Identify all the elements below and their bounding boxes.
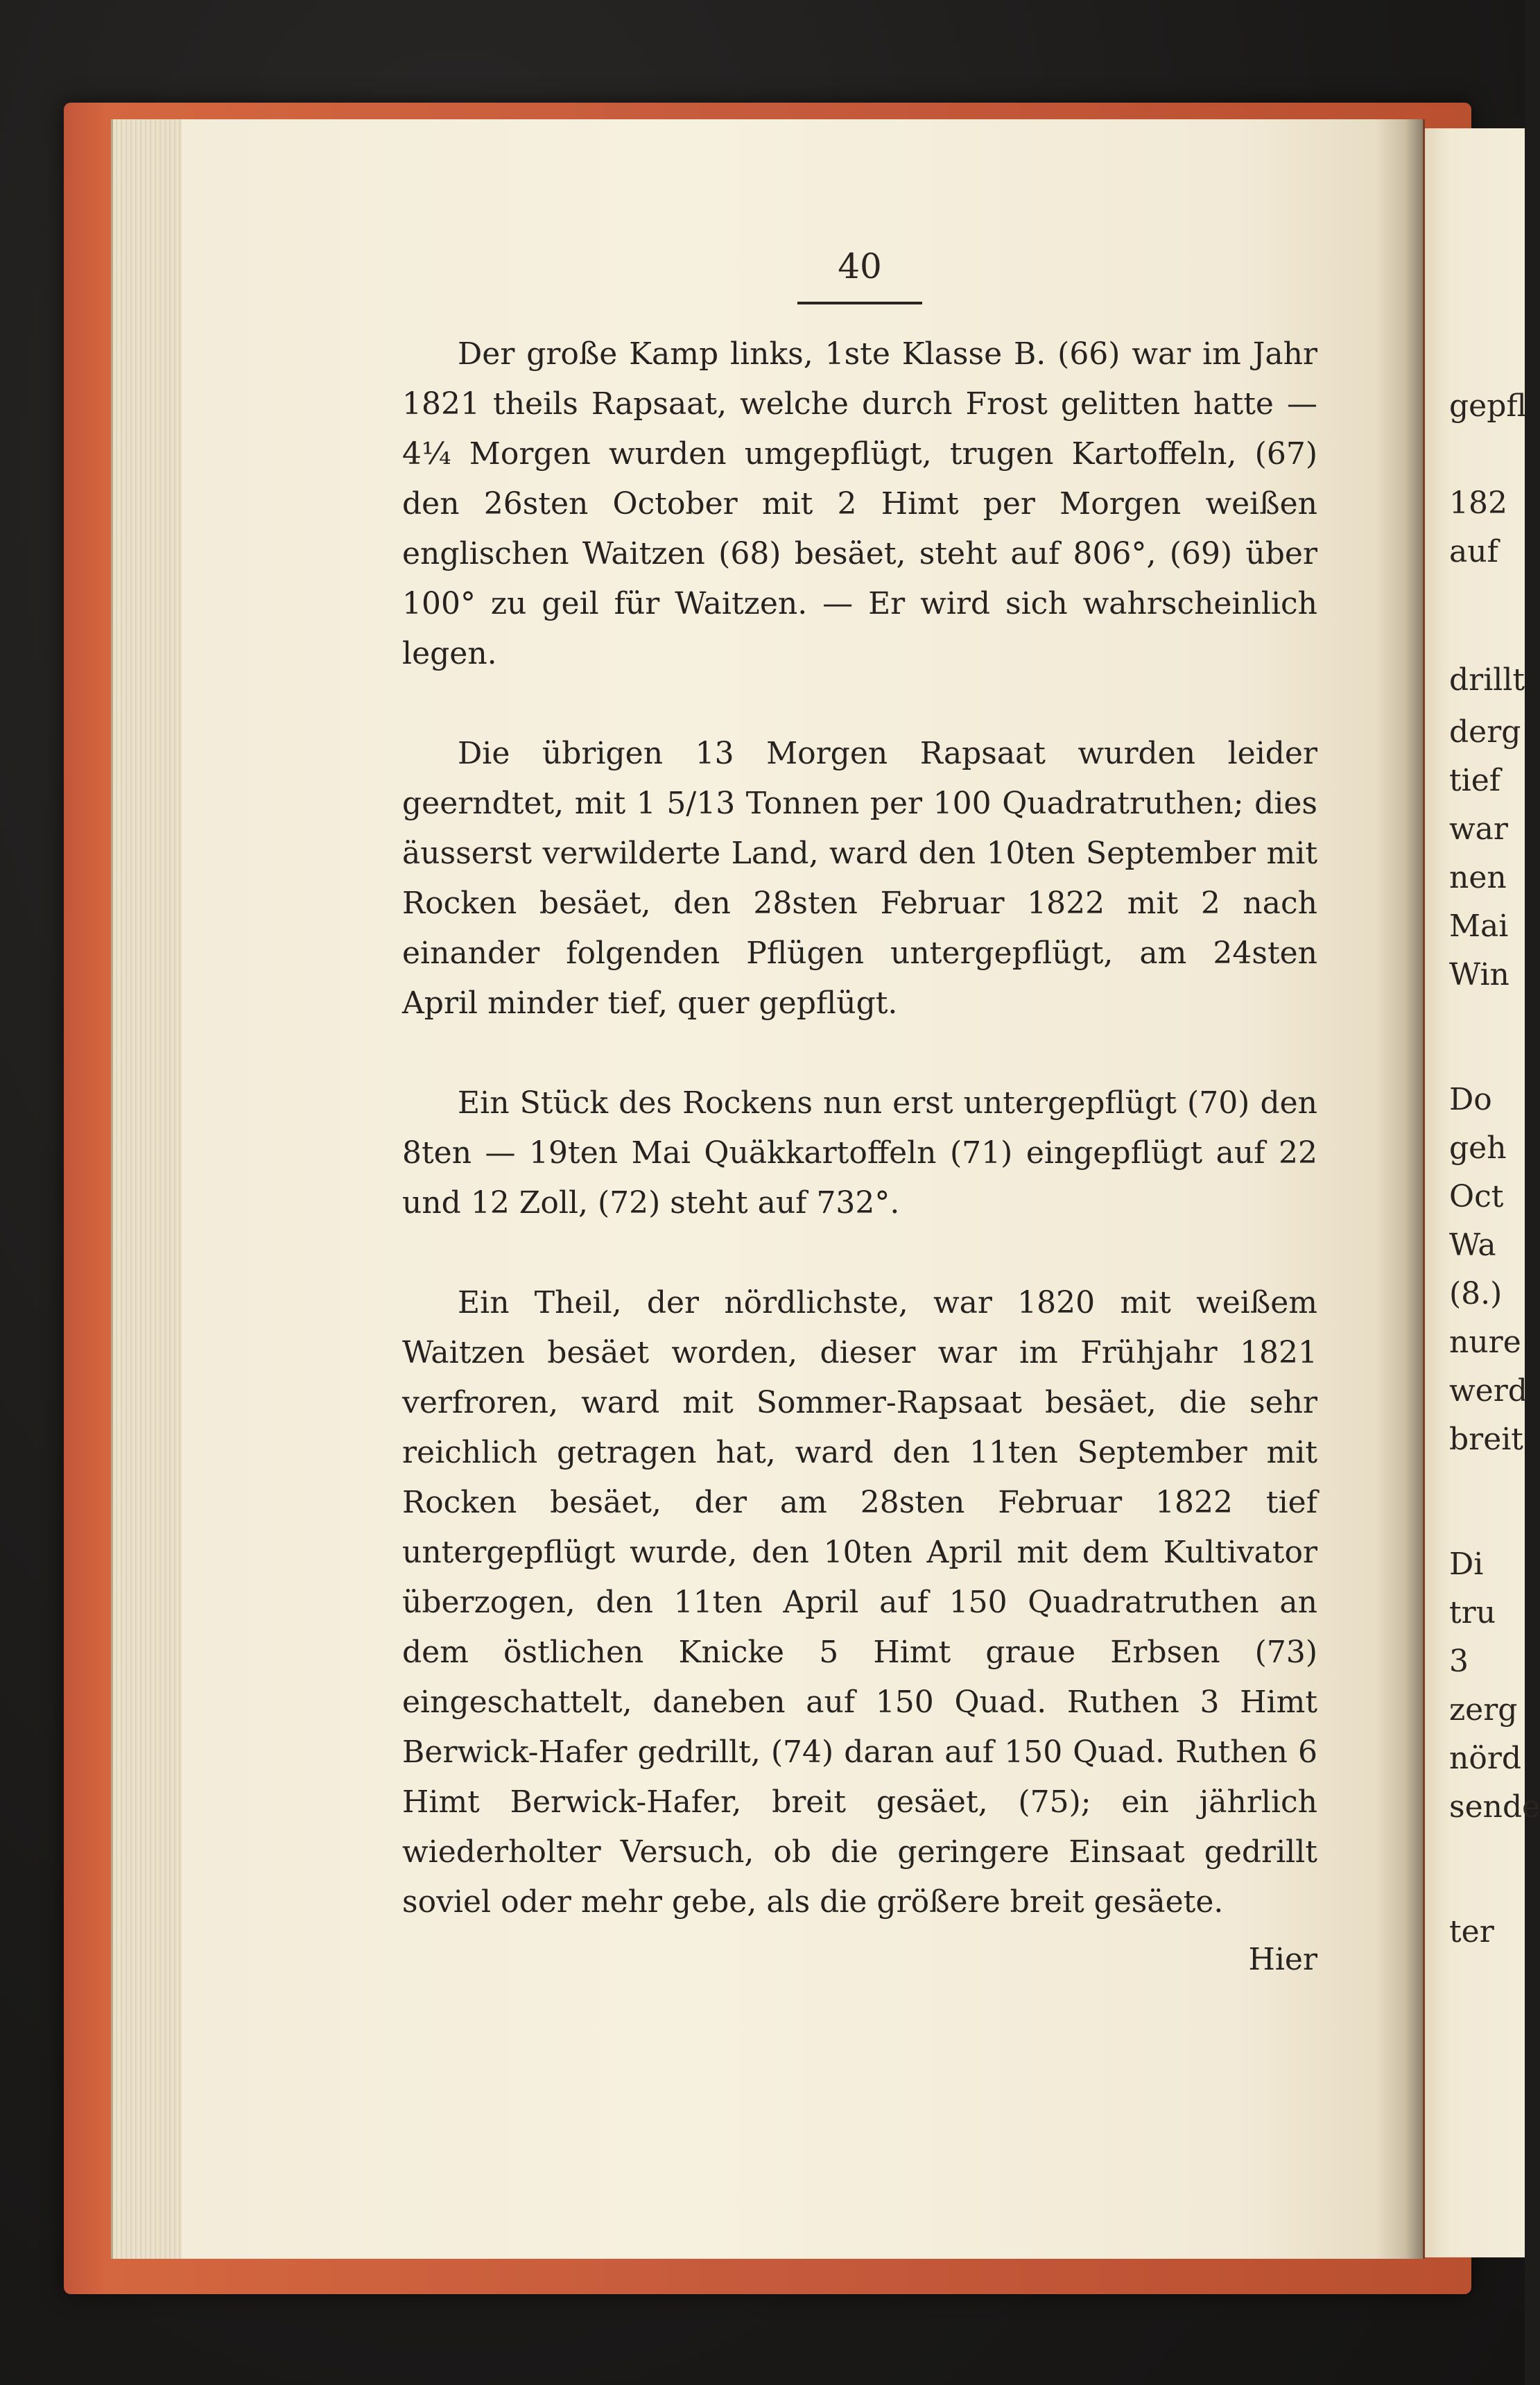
facing-fragment: gepfl — [1449, 388, 1527, 424]
facing-fragment: tief — [1449, 763, 1501, 798]
facing-fragment: ter — [1449, 1914, 1494, 1949]
facing-fragment: 182 — [1449, 485, 1507, 521]
facing-fragment: (8.) — [1449, 1276, 1503, 1311]
page-number-rule — [797, 302, 922, 304]
facing-fragment: Wa — [1449, 1228, 1496, 1263]
facing-fragment: Win — [1449, 957, 1509, 992]
facing-fragment: werd — [1449, 1373, 1528, 1409]
facing-fragment: Mai — [1449, 909, 1509, 944]
facing-fragment: derg — [1449, 714, 1521, 750]
facing-fragment: Oct — [1449, 1179, 1504, 1214]
facing-fragment: geh — [1449, 1130, 1507, 1166]
paragraph-1: Der große Kamp links, 1ste Klasse B. (66) war im Jahr 1821 theils Rapsaat, welche durch Frost gelitten hatte — 4¼ Morgen wurden umgepflügt, trugen Kartoffeln, (67) den 26sten October mit 2 Himt per Morgen weißen englischen Waitzen (68) besäet, steht auf 806°, (69) über 100° zu geil für Waitzen. — Er wird sich wahrscheinlich legen. — [402, 336, 1317, 671]
paragraph-2: Die übrigen 13 Morgen Rapsaat wurden leider geerndtet, mit 1 5/13 Tonnen per 100 Quadratruthen; dies äusserst verwilderte Land, ward den 10ten September mit Rocken besäet, den 28sten Februar 1822 mit 2 nach einander folgenden Pflügen untergepflügt, am 24sten April minder tief, quer gepflügt. — [402, 736, 1317, 1021]
facing-fragment: 3 — [1449, 1644, 1469, 1679]
facing-fragment: nure — [1449, 1325, 1521, 1360]
facing-fragment: nen — [1449, 860, 1507, 895]
facing-fragment: auf — [1449, 534, 1498, 569]
facing-fragment: zerg — [1449, 1692, 1518, 1728]
paragraph-3: Ein Stück des Rockens nun erst untergepflügt (70) den 8ten — 19ten Mai Quäkkartoffeln (71) eingepflügt auf 22 und 12 Zoll, (72) steht auf 732°. — [402, 1085, 1317, 1221]
page-number: 40 — [838, 246, 882, 286]
main-text — [402, 329, 1317, 1927]
facing-fragment: sende — [1449, 1789, 1540, 1825]
facing-fragment: breit — [1449, 1422, 1523, 1457]
catchword: Hier — [1248, 1942, 1317, 1977]
page-gutter — [1376, 119, 1425, 2259]
facing-fragment: Di — [1449, 1547, 1484, 1582]
facing-fragment: war — [1449, 811, 1508, 847]
facing-fragment: drillt — [1449, 662, 1525, 698]
facing-fragment: nörd — [1449, 1741, 1522, 1776]
page-edges — [111, 119, 189, 2259]
facing-fragment: Do — [1449, 1082, 1492, 1117]
facing-fragment: tru — [1449, 1595, 1496, 1630]
paragraph-4: Ein Theil, der nördlichste, war 1820 mit weißem Waitzen besäet worden, dieser war im Frühjahr 1821 verfroren, ward mit Sommer-Rapsaat besäet, die sehr reichlich getragen hat, ward den 11ten September mit Rocken besäet, der am 28sten Februar 1822 tief untergepflügt wurde, den 10ten April mit dem Kultivator überzogen, den 11ten April auf 150 Quadratruthen an dem östlichen Knicke 5 Himt graue Erbsen (73) eingeschattelt, daneben auf 150 Quad. Ruthen 3 Himt Berwick-Hafer gedrillt, (74) daran auf 150 Quad. Ruthen 6 Himt Berwick-Hafer, breit gesäet, (75); ein jährlich wiederholter Versuch, ob die geringere Einsaat gedrillt soviel oder mehr gebe, als die größere breit gesäete. — [402, 1285, 1317, 1920]
